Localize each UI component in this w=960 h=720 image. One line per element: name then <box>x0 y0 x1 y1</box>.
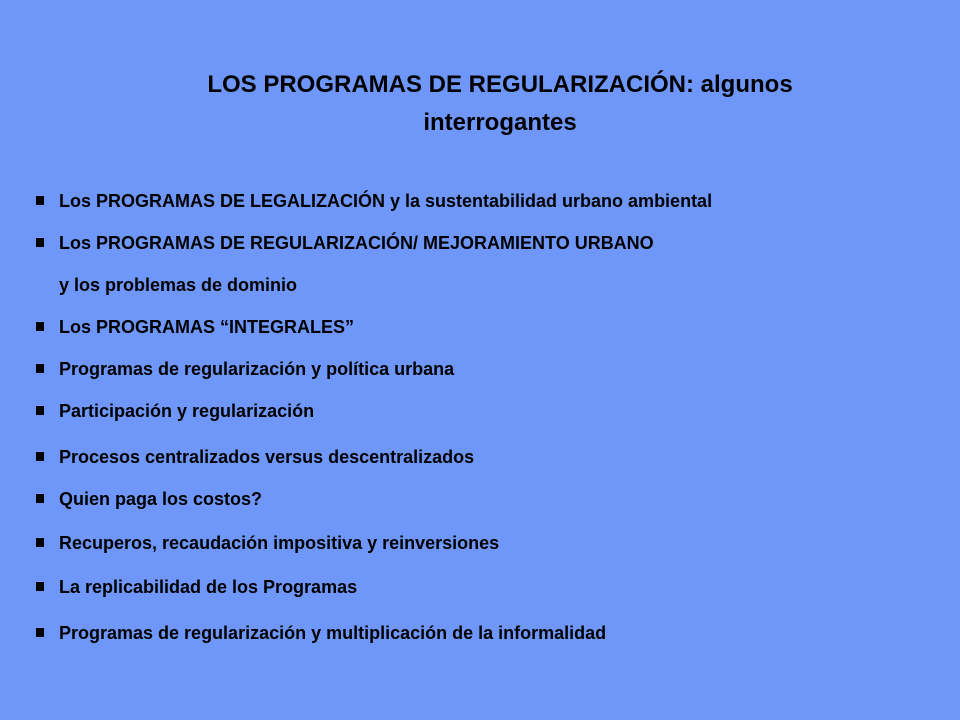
square-bullet-icon <box>36 196 44 205</box>
bullet-text: Recuperos, recaudación impositiva y reinversiones <box>59 533 500 553</box>
title-line-1: LOS PROGRAMAS DE REGULARIZACIÓN: algunos <box>207 71 793 98</box>
bullet-item <box>36 522 936 565</box>
square-bullet-icon <box>36 494 44 503</box>
bullet-text: Programas de regularización y multiplicación de la informalidad <box>59 623 607 643</box>
bullet-item <box>36 612 936 655</box>
bullet-continuation: y los problemas de dominio <box>59 275 298 295</box>
bullet-item <box>36 306 936 349</box>
square-bullet-icon <box>36 322 44 331</box>
bullet-text: Programas de regularización y política urbana <box>59 359 455 379</box>
square-bullet-icon <box>36 582 44 591</box>
bullet-text: Los PROGRAMAS DE REGULARIZACIÓN/ MEJORAMIENTO URBANO <box>59 233 654 253</box>
title-line-2: interrogantes <box>423 109 577 136</box>
square-bullet-icon <box>36 364 44 373</box>
bullet-text: Procesos centralizados versus descentralizados <box>59 447 475 467</box>
slide-title <box>100 66 900 142</box>
bullet-item <box>36 478 936 521</box>
bullet-item <box>36 222 936 265</box>
square-bullet-icon <box>36 238 44 247</box>
bullet-text: Participación y regularización <box>59 401 315 421</box>
bullet-item <box>36 390 936 433</box>
bullet-text: La replicabilidad de los Programas <box>59 577 358 597</box>
bullet-text: Los PROGRAMAS “INTEGRALES” <box>59 317 355 337</box>
bullet-item <box>36 180 936 223</box>
bullet-text: Los PROGRAMAS DE LEGALIZACIÓN y la sustentabilidad urbano ambiental <box>59 191 713 211</box>
square-bullet-icon <box>36 452 44 461</box>
bullet-item <box>36 566 936 609</box>
square-bullet-icon <box>36 628 44 637</box>
bullet-item <box>36 436 936 479</box>
square-bullet-icon <box>36 538 44 547</box>
bullet-item <box>36 348 936 391</box>
bullet-text: Quien paga los costos? <box>59 489 263 509</box>
square-bullet-icon <box>36 406 44 415</box>
